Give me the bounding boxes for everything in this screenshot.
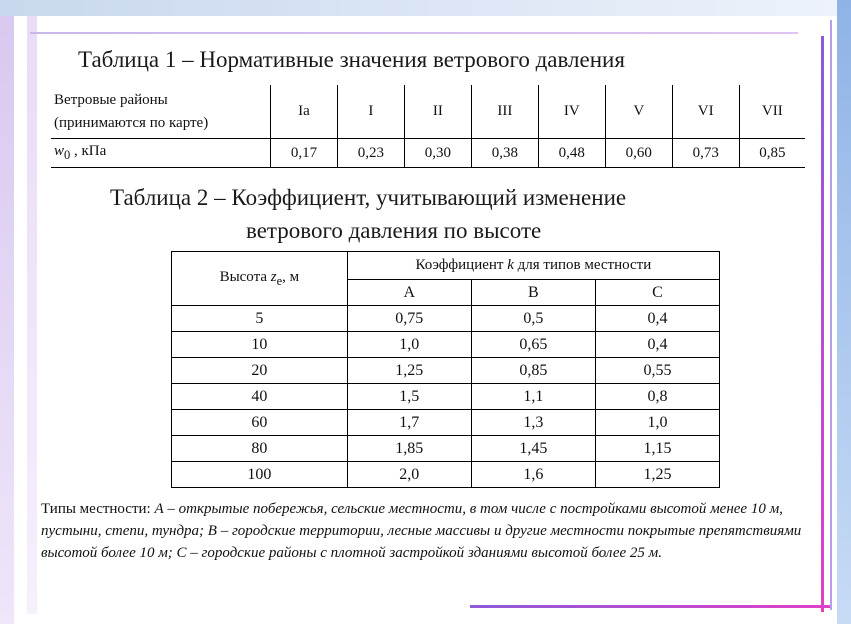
pressure-label [51,139,271,168]
height-symbol: z [270,268,277,285]
region-header: II [404,85,471,139]
pressure-symbol: w [54,142,65,159]
terrain-type-header: С [595,280,719,306]
wind-regions-label [51,85,271,139]
region-header: VI [672,85,739,139]
frame-left-bar [0,16,14,624]
coef-cell-c: 0,55 [595,358,719,384]
pressure-value: 0,48 [538,139,605,168]
coef-cell-a: 1,7 [347,410,471,436]
table2-title-line1: Таблица 2 – Коэффициент, учитывающий изменение [110,185,627,210]
height-cell: 20 [172,358,348,384]
region-header: VII [739,85,805,139]
table2-title-line2: ветрового давления по высоте [246,218,542,243]
table1-title: Таблица 1 – Нормативные значения ветрового давления [78,47,625,72]
table-row [172,384,720,410]
coef-symbol: k [507,257,514,273]
coef-cell-c: 0,8 [595,384,719,410]
terrain-type-header: В [471,280,595,306]
terrain-type-header: А [347,280,471,306]
coef-cell-b: 1,6 [471,462,595,488]
region-header: I [337,85,404,139]
pressure-value: 0,30 [404,139,471,168]
pressure-value: 0,23 [337,139,404,168]
region-header: IV [538,85,605,139]
region-header: Ia [271,85,338,139]
coef-cell-c: 1,15 [595,436,719,462]
coef-header-prefix: Коэффициент [415,257,508,273]
coef-cell-b: 0,85 [471,358,595,384]
frame-right-bar [837,0,851,624]
wind-pressure-table [51,85,805,168]
table-row [172,410,720,436]
coef-cell-c: 0,4 [595,332,719,358]
height-cell: 60 [172,410,348,436]
coef-cell-b: 1,1 [471,384,595,410]
pressure-value: 0,73 [672,139,739,168]
coefficient-header [347,252,719,280]
coef-cell-b: 0,5 [471,306,595,332]
table-row [51,85,805,139]
height-coefficient-table [171,251,720,488]
height-header-suffix: , м [282,268,300,285]
frame-top-bar [0,0,851,16]
note-lead: Типы местности: [41,501,155,517]
height-cell: 100 [172,462,348,488]
pressure-value: 0,17 [271,139,338,168]
table-row [172,332,720,358]
table-header-row [172,252,720,280]
pressure-unit: , кПа [70,142,107,159]
coef-cell-c: 1,0 [595,410,719,436]
coef-cell-a: 1,0 [347,332,471,358]
height-symbol-sub: e [276,273,283,288]
table-row [51,139,805,168]
pressure-value: 0,38 [471,139,538,168]
coef-cell-a: 1,25 [347,358,471,384]
pressure-value: 0,85 [739,139,805,168]
note-text: А – открытые побережья, сельские местности, в том числе с постройками высотой менее 10 м, пустыни, степи, тундра; В – городские территории, лесные массивы и другие местности покрытые препятствиями высотой более 10 м; С – городские районы с плотной застройкой зданиями высотой более 25 м. [41,501,802,561]
table-row [172,436,720,462]
region-header: III [471,85,538,139]
table-row [172,306,720,332]
table-row [172,462,720,488]
wind-regions-label-line1: Ветровые районы [54,91,168,108]
coef-header-suffix: для типов местности [513,257,652,273]
region-header: V [605,85,672,139]
height-cell: 40 [172,384,348,410]
coef-cell-a: 0,75 [347,306,471,332]
coef-cell-c: 0,4 [595,306,719,332]
height-cell: 10 [172,332,348,358]
height-cell: 80 [172,436,348,462]
table-row [172,358,720,384]
coef-cell-a: 1,5 [347,384,471,410]
coef-cell-c: 1,25 [595,462,719,488]
height-cell: 5 [172,306,348,332]
terrain-types-note [41,498,831,564]
coef-cell-b: 1,45 [471,436,595,462]
pressure-symbol-sub: 0 [64,147,71,162]
coef-cell-b: 0,65 [471,332,595,358]
frame-left-inner-bar [27,16,37,614]
coef-cell-b: 1,3 [471,410,595,436]
coef-cell-a: 2,0 [347,462,471,488]
accent-line-top [30,32,798,34]
coef-cell-a: 1,85 [347,436,471,462]
height-header-prefix: Высота [219,268,271,285]
accent-line-bottom [470,605,830,608]
wind-regions-label-line2: (принимаются по карте) [54,114,209,131]
pressure-value: 0,60 [605,139,672,168]
height-header [172,252,348,306]
